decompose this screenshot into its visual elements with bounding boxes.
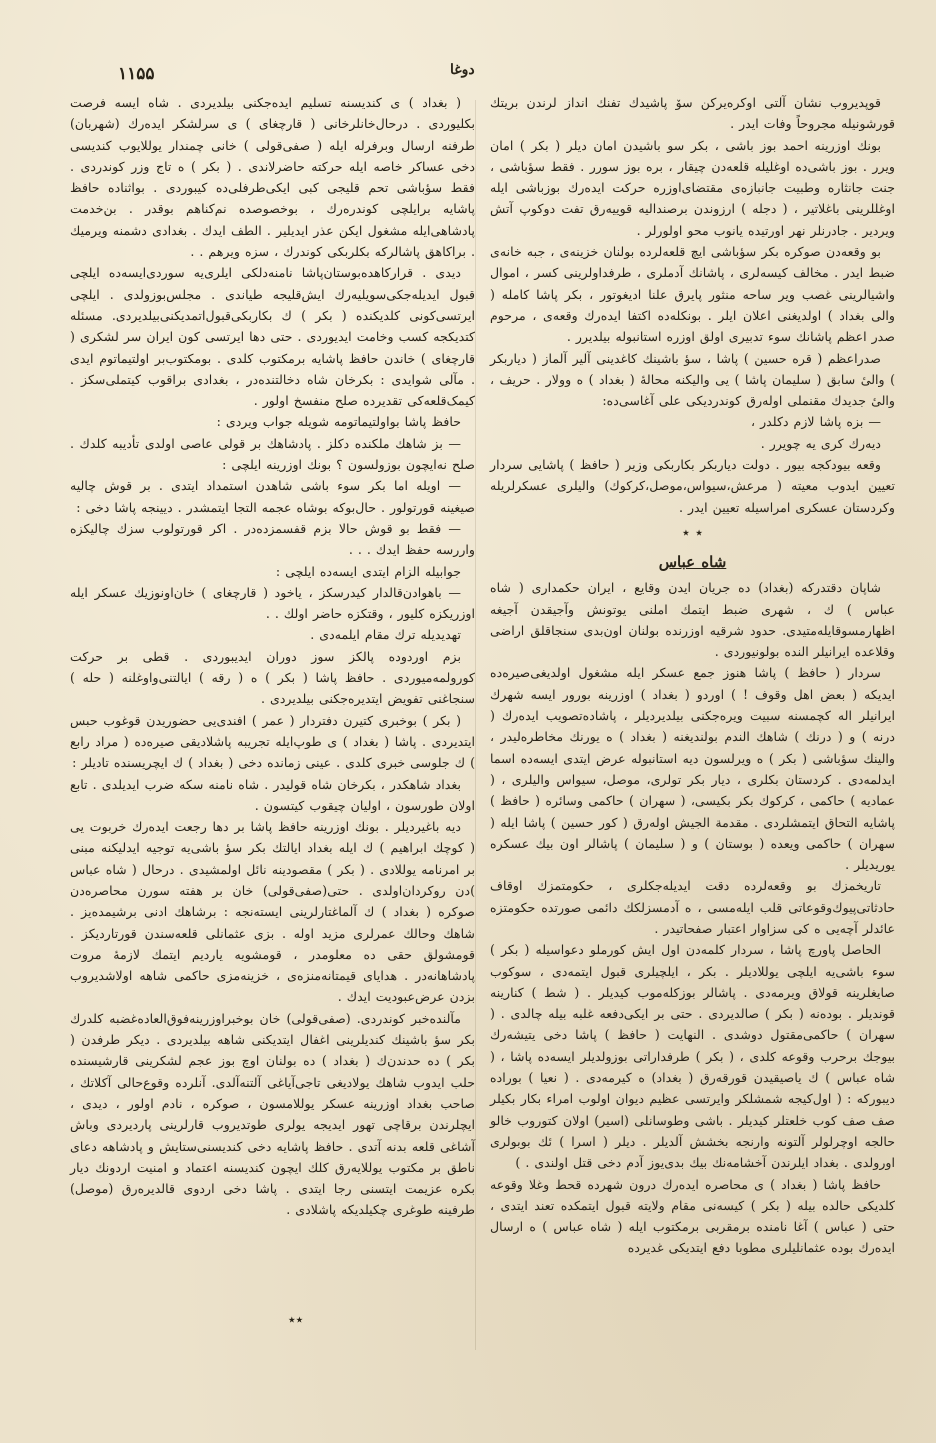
end-ornament: ٭٭ — [288, 1312, 304, 1328]
paragraph: تهدیدیله ترك مقام ایلمه‌دی . — [310, 627, 461, 643]
paragraph: شاپان دقتدرکه (بغداد) ده جریان ایدن وقایع ، ایران حکمداری ( شاه عباس ) ك ، شهری ضبط ایتمك املنی یوتونش وآجیقدن آجیغه اظهارمسوقایله‌متیدی. حدود شرقیه اوزرنده بولنان اون‌بدی سنجاقلق اراضی وقلاعده ایرانیلر النده بولونیوردی . — [490, 580, 895, 660]
paragraph: دیدی . قرارکاهده‌بوستان‌پاشا نامنه‌دلکی ایلری‌یه سوردی‌ایسه‌ده ایلچی قبول ایدیله‌جکی‌سویلیه‌رك ایش‌قلیجه طیاندی . مجلس‌بوزولدی . ایلچی ایرتسی‌کونی کلدیکنده ( بکر ) ك بکاربکی‌قبول‌اتمدیکنی‌بیلدیردی. مسئله کتدیکجه کسب وخامت ایدیوردی . حتی دها ایرتسی کون ایران سر لشکری ( قارچغای ) خاندن حافظ پاشایه برمکتوب کلدی . بومکتوب‌بر اولتیماتوم ایدی . مآلی شوایدی : بکرخان شاه دخالتنده‌در ، بغدادی براقوب کیتملی‌سکز . کیمک‌قلعه‌کی تقدیرده صلح منفسخ اولور . — [70, 265, 475, 409]
paragraph: بزم اوردوده پالکز سوز دوران ایدیبوردی . قطی بر حرکت کورولمه‌میوردی . حافظ پاشا ( بکر ) ه ( رقه ) ایالتنی‌واوغلنه ( حله ) سنجاغنی تفویض ایتدیره‌جکنی بیلدیردی . — [70, 648, 475, 707]
paragraph: ( بکر ) بوخبری کتیرن دفتردار ( عمر ) افندی‌یی حضوریدن قوغوب حبس ایتدیردی . پاشا ( بغداد ) ی طوپ‌ایله تجریبه پاشلادیقی صیره‌ده ( مراد رابع ) ك جلوسی خبری کلدی . عینی زمانده دخی ( بغداد ) ك ایچریسنده تادیلر : — [70, 712, 475, 771]
paragraph: قوپدیروب نشان آلتی اوکره‌یرکن سۆ پاشیدك تفنك انداز لرندن بریتك قورشونیله مجروحاً وفات ایدر . — [490, 95, 895, 132]
paragraph: سردار ( حافظ ) پاشا هنوز جمع عسکر ایله مشغول اولدیغی‌صیره‌ده ایدیکه ( بعض اهل وقوف ! ) اوردو ( بغداد ) اوزرینه بورور ایسه شهرك ایرانیلر اله کچمسنه سبیت ویره‌جکنی بیلدیردیلر ، پاشاده‌تصویب ایده‌رك ( درنه ) و ( درنك ) شاهك الندم بولندیغنه ( بغداد ) ه یورنك مخاطره‌لیدر ، والینك سؤباشی ( بکر ) ه ویرلسون دیه استانبوله عرض ایتدی ایسه‌ده اسما ایدلمه‌دی . کردستان بکلری ، دیار بکر تولری، موصل، سیواس والیلری ، ( عمادیه ) حاکمی ، کرکوك بکر بکیسی، ( سهران ) حاکمی وسائره ( حافظ ) پاشایه التحاق ایتمشلردی . مقدمة الجیش اوله‌رق ( کور حسین ) پاشا ایله ( سهران ) حاکمی ویعده ( بوستان ) و ( سلیمان ) پاشالر اون بیك عسکره یوریدیلر . — [490, 665, 895, 873]
quotation: بغداد شاهکدر ، بکرخان شاه قولیدر . شاه نامنه سکه ضرب ایدیلدی . تابع اولان طورسون ، اولیان چیقوب کیتسون . — [70, 776, 475, 813]
paragraph: بو وقعه‌دن صوکره بکر سؤباشی ایچ قلعه‌لرده بولنان خزینه‌ی ، جبه خانه‌ی ضبط ایدر . مخالف کیسه‌لری ، پاشانك آدملری ، طرفداولرینی کسر ، اموال واشیالرینی غصب ویر ساحه منثور پایرق علنا ادیغوتور ، بکر پاشا کامله ( والی بغداد ) اولدیغنی اعلان ایلر . بونکله‌ده اکتفا ایده‌رك وقعه‌ی ، مرحوم صدر اعظم پاشانك سوء تدبیری اولق اوزره استانبوله بیلدیرر . — [490, 244, 895, 345]
paragraph: دیه‌رك کری یه چویرر . — [760, 435, 881, 451]
paragraph: صدراعظم ( قره حسین ) پاشا ، سؤ باشینك کاغدینی آلیر آلماز ( دیاربکر ) والیٔ سابق ( سلیمان پاشا ) یی والیکنه محالهٔ ( بغداد ) ه وولار . حریف ، والیٔ جدیدك مقنملی اوله‌رق کوندردیکی علی آغاسی‌ده: — [490, 350, 895, 409]
paragraph: بونك اوزرینه احمد بوز باشی ، بکر سو باشیدن امان دیلر ( بکر ) امان ویرر . بوز باشی‌ده اوغلیله قلعه‌دن چیقار ، بره بوز سورر . فقط سؤباشی ، جنت جانثاره وطبیت جانبازه‌ی مقتضای‌اوزره حرکت ایده‌رك بوزباشی ایله اوغللرینی باغلاتیر ، ( دجله ) ارزوندن برصندالیه قوییه‌رق تفت دوكوپ آتش ویردیر . جادرنلر نهر اورتیده یانوب محو اولورلر . — [490, 137, 895, 238]
paragraph: وقعه بیودکجه بیور . دولت دیاربکر بکاربکی وزیر ( حافظ ) پاشایی سردار تعیین ایدوب معیته ( مرعش،سیواس،موصل،کرکوك) والیلری عسکرلریله وکردستان عسکری امراسیله تعیین ایدر . — [490, 457, 895, 515]
paragraph: دیه باغیردیلر . بونك اوزرینه حافظ پاشا بر دها رجعت ایده‌رك خربوت یی ( کوچك ابراهیم ) ك ایله بغداد ایالتك بکر سؤ باشی‌یه توجیه ایدلیکنه مبنی بر امرنامه یوللادی . ( بکر ) مقصودینه نائل اولمشیدی . درحال ( شاه عباس )دن روکردان‌اولدی . حتی(صفی‌قولی) خان بر هفته سورن محاصره‌دن صوکره ( بغداد ) ك آلماغتارلرینی ایسته‌نجه : برشاهك ادنی برشیمده‌یز . شاهك وحالك عمرلری مزید اوله . بزی عثمانلی قلعه‌سندن قورتاردیکز . قومشولق حقی ده معلومدر ، قومشویه یاردیم ایتمك لازمهٔ مروت پادشاهانه‌در . هدایای قیمتانه‌منزه‌ی ، خزینه‌مزی حاکمی شاهه اولاشدیروب بزدن عرض‌عبودیت ایدك . — [70, 819, 475, 1005]
paragraph: حافظ پاشا بواولتیماتومه شویله جواب ویردی : — [216, 414, 461, 430]
column-divider — [475, 100, 476, 1350]
section-title: شاه عباس — [658, 552, 727, 571]
dialogue-line: — اویله اما بکر سوء باشی شاهدن استمداد ایتدی . بر قوش چالیه صیغینه قورتولور . حال‌بوکه بوشاه عجمه التجا ایتمشدر . دیینجه پاشا دخی : — [70, 478, 475, 515]
section-separator: ٭ ٭ — [682, 524, 703, 541]
dialogue-line: — فقط بو قوش حالا بزم قفسمزده‌در . اکر قورتولوب سزك چالیکزه واررسه حفظ ایدك . . . — [70, 520, 475, 558]
paragraph: الحاصل پاورچ پاشا ، سردار کلمه‌دن اول ایش کورملو دعواسیله ( بکر ) سوء باشی‌یه ایلچی یوللادیلر . بکر ، ایلچیلری قبول ایتمه‌دی ، سوکوب صایغلرینه قولاق ویرمه‌دی . پاشالر بوزکله‌موب کیدیلر . ( شط ) کنارینه قوندیلر . بوده‌نه ( بکر ) صالدیردی . حتی بر ایکی‌دفعه غلبه بیله چالدی . ( سهران ) حاکمی‌مقتول دوشدی . النهایت ( حافظ ) پاشا دخی یتیشه‌رك بیوجك برحرب وقوعه کلدی ، ( بکر ) طرفداراتی بوزولدیلر ایسه‌ده پاشا ، ( شاه عباس ) ك یاصیقیدن قورقه‌رق ( بغداد) ه کیرمه‌دی . ( نعیا ) بوراده دیبورکه : ( اول‌کیجه شمشلکر وایرتسی عظیم دیوان اولوب امراء بکار بکیلر صف صف کوب خلعتلر کیدیلر . باشی وطوسانلی (اسیر) اولان کتوروب خالو حالجه اوچرلولر آلتونه وارنجه بخشش آلدیلر . دیلر ( اسرا ) ئك بوبولری اورولدی . بغداد ایلرندن آخشامه‌نك بیك بدی‌یوز آدم دخی قتل اولندی . ) — [490, 942, 895, 1171]
paragraph: ( بغداد ) ی کندیسنه تسلیم ایده‌جکنی بیلدیردی . شاه ایسه فرصت بکلیوردی . درحال‌خانلرخانی ( قارچغای ) ی سرلشکر ایده‌رك (شهربان) طرفنه ارسال وبرفرله ایله ( صفی‌قولی ) خانی چمندار یوللایوب کندیسی دخی عساکر خاصه ایله حرکته حاضرلاندی . ( بکر ) ه تاج وزر کوندردی . فقط سؤباشی تحم قلیجی کبی ایکی‌طرفلی‌ده کیبوردی . بواثناده حافظ پاشایه برایلچی کوندره‌رك ، بوخصوصده نم‌کناهم بوقدر . بن‌خدمت پادشاهی‌ایله مشغول ایکن عذر ایدیلیر . الطف ایدك . بغدادی دشمنه ویرمیك . براکاهق پاشالرکه بکلربکی کوندرك ، سزه ویرهم . . — [70, 95, 475, 260]
page-number: ۱۱۵۵ — [118, 64, 155, 84]
paragraph: حافظ پاشا ( بغداد ) ی محاصره ایده‌رك درون شهرده قحط وغلا وقوعه کلدیکی حالده بیله ( بکر ) کیسه‌نی مقام ولایته قبول ایتمکده تعند ایتدی ، حتی ( عباس ) آغا نامنده برمقربی برمکتوب ایله ( شاه عباس ) ه ارسال ایده‌رك بوده عثمانلیلری مطوبا دفع ایتدیکی غدیرده — [490, 1176, 895, 1256]
dialogue-line: — باهوادن‌قالدار کیدرسکز ، یاخود ( قارچغای ) خان‌اونوزیك عسکر ایله اوزریکزه کلیور ، وقتکزه حاضر اولك . . — [70, 584, 475, 622]
paragraph: مآلنده‌خبر کوندردی. (صفی‌قولی) خان بوخبراوزرینه‌فوق‌العاده‌غضبه کلدرك بکر سؤ باشینك کندیلرینی اغفال ایتدیکنی شاهه بیلدیردی . دیکر طرفدن ( بکر ) ده حدندن‌ك ( بغداد ) ده بولنان اوچ بوز عجم لشکرینی قارشیسنده حلب ایدوب شاهك یولادیغی تاجی‌آیاغی آلتنه‌آلدی. آنلرده وقوع‌حالی آکلاتك ، صاحب بغداد اوزرینه عسکر یوللامسون ، صوکره ، نادم اولور ، دیدی ، ایچلرندن برقاچی تهور ایدیجه یولری طوتدیروب قارلرینی پاردیردی وباش آشاغی قلعه بدنه آتدی . حافظ پاشایه دخی کندیسنی‌ستایش و پادشاهه دعای ناطق بر مکتوب یوللایه‌رق کلك ایچون کندیسنه اعتماد و امنیت اردونك دیار بکره عزیمت ایتسنی رجا ایتدی . پاشا دخی اردوی قالدیره‌رق (موصل) طرفینه طوغری چکیلدیکه پاشلادی . — [70, 1010, 475, 1218]
dialogue-line: — بز شاهك ملکنده دکلز . پادشاهك بر قولی عاصی اولدی تأدیبه کلدك . صلح نه‌ایچون بوزولسون ؟ بونك اوزرینه ایلچی : — [70, 435, 475, 473]
dialogue-line: — بزه پاشا لازم دکلدر ، — [751, 414, 881, 430]
running-title: دوغا — [450, 62, 475, 78]
right-column — [490, 92, 895, 1392]
paragraph: جوابیله الزام ایتدی ایسه‌ده ایلچی : — [275, 563, 461, 579]
paragraph: تاریخمزك بو وقعه‌لرده دقت ایدیله‌جکلری ، حکومتمزك اوقاف حادثاتی‌پیوك‌وقوعاتی قلب ایله‌مسی ، ه آدمسزلکك دائمی صورتده حکومتزه عائدلر آچه‌یی ه کی سزاوار اعتبار صفحاتیدر . — [490, 878, 895, 936]
left-column — [70, 92, 475, 1392]
